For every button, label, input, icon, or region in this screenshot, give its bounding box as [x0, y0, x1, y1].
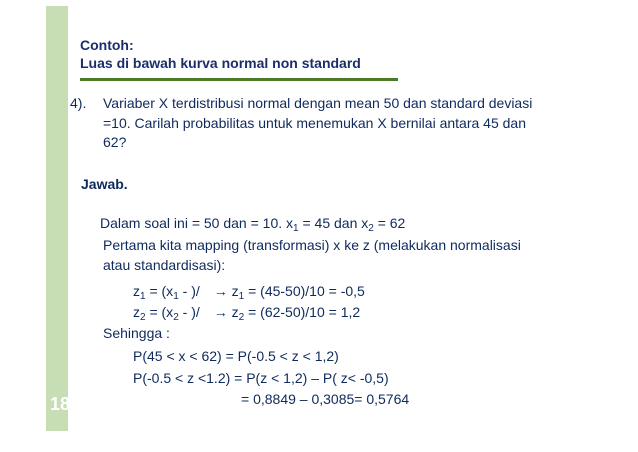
given-text-part3: = 62 — [373, 215, 406, 231]
slide-title-line2: Luas di bawah kurva normal non standard — [80, 55, 361, 71]
z1-symbol: z — [133, 283, 140, 299]
problem-line3: 62? — [103, 134, 127, 150]
probability-result: = 0,8849 – 0,3085= 0,5764 — [241, 391, 410, 407]
slide-title-line1: Contoh: — [80, 37, 134, 53]
problem-line2: =10. Carilah probabilitas untuk menemukan X bernilai antara 45 dan — [103, 115, 526, 131]
z1-result-symbol: z — [227, 283, 239, 299]
probability-line1: P(45 < x < 62) = P(-0.5 < z < 1,2) — [133, 348, 339, 364]
z2-result-symbol: z — [227, 304, 239, 320]
z2-formula-line — [133, 304, 360, 321]
mapping-line2: atau standardisasi): — [103, 257, 226, 273]
slide-title-block — [80, 36, 398, 81]
z2-x-sub: 2 — [173, 312, 179, 323]
z1-x-part: = (x — [145, 283, 174, 299]
mapping-line1: Pertama kita mapping (transformasi) x ke z (melakukan normalisasi — [103, 237, 521, 253]
z1-result-sub: 1 — [238, 291, 245, 302]
given-values-line — [100, 215, 405, 232]
z2-result-sub: 2 — [238, 312, 245, 323]
z2-result-value: = (62-50)/10 = 1,2 — [244, 304, 361, 320]
z1-minus-part: - )/ — [178, 283, 200, 299]
z2-minus-part: - )/ — [178, 304, 200, 320]
problem-line1: Variaber X terdistribusi normal dengan mean 50 dan standard deviasi — [103, 95, 533, 111]
z1-x-sub: 1 — [173, 291, 179, 302]
z2-x-part: = (x — [145, 304, 174, 320]
given-sub1: 1 — [293, 223, 299, 234]
sehingga-label: Sehingga : — [103, 325, 170, 341]
arrow-icon: → — [213, 304, 228, 320]
given-text-part2: = 45 dan x — [298, 215, 369, 231]
z1-formula-line — [133, 283, 365, 300]
z2-symbol-sub: 2 — [140, 312, 146, 323]
z1-symbol-sub: 1 — [140, 291, 146, 302]
z2-symbol: z — [133, 304, 140, 320]
problem-number: 4). — [70, 95, 87, 111]
page-number: 18 — [50, 394, 71, 414]
arrow-icon: → — [213, 283, 228, 299]
decorative-side-bar — [46, 6, 71, 431]
answer-heading: Jawab. — [81, 176, 128, 192]
given-text-part1: Dalam soal ini = 50 dan = 10. x — [100, 215, 294, 231]
z1-result-value: = (45-50)/10 = -0,5 — [244, 283, 365, 299]
probability-line2: P(-0.5 < z <1.2) = P(z < 1,2) – P( z< -0,5) — [133, 370, 389, 386]
given-sub2: 2 — [368, 223, 374, 234]
